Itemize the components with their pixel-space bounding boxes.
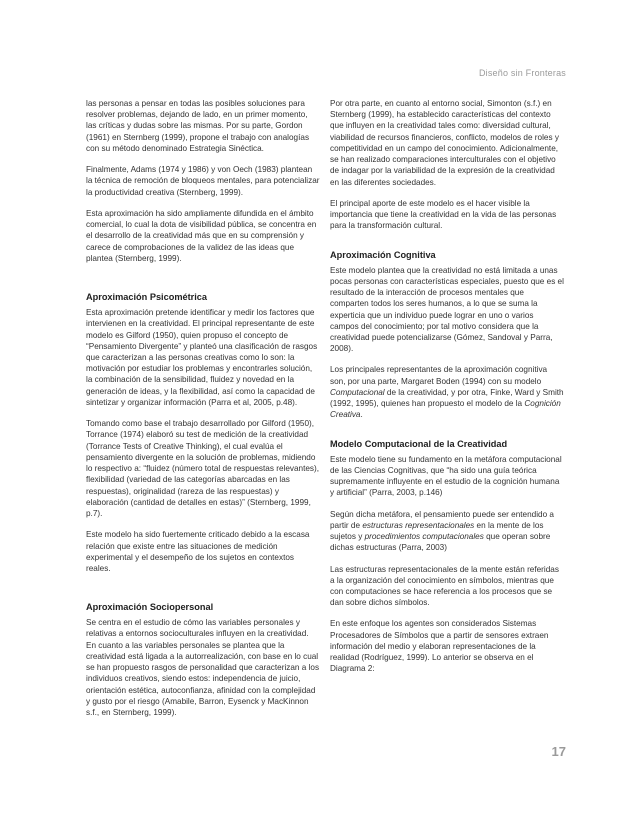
- paragraph: Este modelo ha sido fuertemente criticado debido a la escasa relación que existe entre las situaciones de medición experimental y el desempeño de los sujetos en contextos reales.: [86, 530, 310, 573]
- page-number: 17: [551, 744, 566, 759]
- section-heading-cognitiva: Aproximación Cognitiva: [330, 249, 436, 260]
- paragraph: Los principales representantes de la aproximación cognitiva son, por una parte, Margaret Boden (1994) con su modelo Computacional de la creatividad, y por otra, Finke, Ward y Smith (1992, 1995), quienes han propuesto el modelo de la Cognición Creativa.: [330, 365, 564, 420]
- paragraph: Se centra en el estudio de cómo las variables personales y relativas a entornos socioculturales influyen en la creatividad. En cuanto a las variables personales se plantea que la creatividad está ligada a la autorrealización, con base en lo cual se han propuesto rasgos de personalidad que caracterizan a los individuos creativos, siendo estos: independencia de juicio, orientación estética, autoconfianza, afinidad con la complejidad y gusto por el riesgo (Amabile, Barron, Eysenck y MacKinnon s.f., en Sternberg, 1999).: [86, 618, 320, 718]
- section-heading-sociopersonal: Aproximación Sociopersonal: [86, 602, 214, 613]
- paragraph: Por otra parte, en cuanto al entorno social, Simonton (s.f.) en Sternberg (1999), ha establecido características del contexto que influyen en la creatividad tales como: diversidad cultural, viabilidad de recursos financieros, conflicto, modelos de roles y competitividad en un campo del conocimiento. Adicionalmente, se han realizado comparaciones interculturales con el objetivo de indagar por la variabilidad de la expresión de la creatividad en las diferentes sociedades.: [330, 99, 559, 187]
- paragraph: Según dicha metáfora, el pensamiento puede ser entendido a partir de estructuras representacionales en la mente de los sujetos y procedimientos computacionales que operan sobre dichas estructuras (Parra, 2003): [330, 509, 554, 553]
- paragraph: Esta aproximación pretende identificar y medir los factores que intervienen en la creatividad. El principal representante de este modelo es Gilford (1950), quien propuso el concepto de “Pensamiento Divergente” y planteó una clasificación de rasgos que caracterizan a las personas creativas como lo son: la motivación por estudiar los problemas y encontrarles solución, la combinación de la sensibilidad, fluidez y novedad en la generación de ideas, y la flexibilidad, así como la capacidad de sintetizar y organizar información (Parra et al, 2005, p.48).: [86, 308, 318, 407]
- left-column: [86, 98, 320, 728]
- section-heading-computacional: Modelo Computacional de la Creatividad: [330, 438, 508, 449]
- paragraph: En este enfoque los agentes son considerados Sistemas Procesadores de Símbolos que a partir de sensores extraen información del medio y elaboran representaciones de la realidad (Rodríguez, 1999). Lo anterior se observa en el Diagrama 2:: [330, 619, 549, 674]
- section-heading-psicometrica: Aproximación Psicométrica: [86, 292, 208, 303]
- paragraph: El principal aporte de este modelo es el hacer visible la importancia que tiene la creatividad en la vida de las personas para la transformación cultural.: [330, 198, 557, 231]
- paragraph: Tomando como base el trabajo desarrollado por Gilford (1950), Torrance (1974) elaboró su test de medición de la creatividad (Torrance Tests of Creative Thinking), el cual evalúa el pensamiento divergente en la solución de problemas, midiendo lo respectivo a: “fluidez (número total de respuestas relevantes), flexibilidad (variedad de las categorías abarcadas en las respuestas), originalidad (rareza de las respuestas) y elaboración (cantidad de detalles en estas)” (Sternberg, 1999, p.7).: [86, 419, 320, 519]
- paragraph: las personas a pensar en todas las posibles soluciones para resolver problemas, dejando de lado, en un primer momento, las críticas y dudas sobre las mismas. Por su parte, Gordon (1961) en Sternberg (1999), propone el trabajo con analogías con su método denominado Estrategia Sinéctica.: [86, 99, 310, 153]
- paragraph: Este modelo tiene su fundamento en la metáfora computacional de las Ciencias Cognitivas, que “ha sido una guía teórica supremamente influyente en el estudio de la cognición humana y artificial” (Parra, 2003, p.146): [330, 454, 562, 498]
- paragraph: Finalmente, Adams (1974 y 1986) y von Oech (1983) plantean la técnica de remoción de bloqueos mentales, para potencializar la productividad creativa (Sternberg, 1999).: [86, 165, 320, 197]
- paragraph: Este modelo plantea que la creatividad no está limitada a unas pocas personas con características especiales, puesto que es el resultado de la interacción de procesos mentales que comparten todos los seres humanos, a lo que se suma la experticia que un individuo puede lograr en uno o varios campos del conocimiento; por tal motivo considera que la creatividad puede potencializarse (Gómez, Sandoval y Parra, 2008).: [330, 265, 564, 354]
- running-header: Diseño sin Fronteras: [478, 68, 566, 78]
- right-column: [330, 98, 564, 685]
- paragraph: Las estructuras representacionales de la mente están referidas a la organización del conocimiento en símbolos, mientras que con computaciones se hace referencia a los procesos que se dan sobre dichos símbolos.: [330, 564, 559, 608]
- paragraph: Esta aproximación ha sido ampliamente difundida en el ámbito comercial, lo cual la dota de visibilidad pública, se concentra en el desarrollo de la creatividad más que en su comprensión y carece de comprobaciones de la validez de las ideas que plantea (Sternberg, 1999).: [86, 208, 317, 263]
